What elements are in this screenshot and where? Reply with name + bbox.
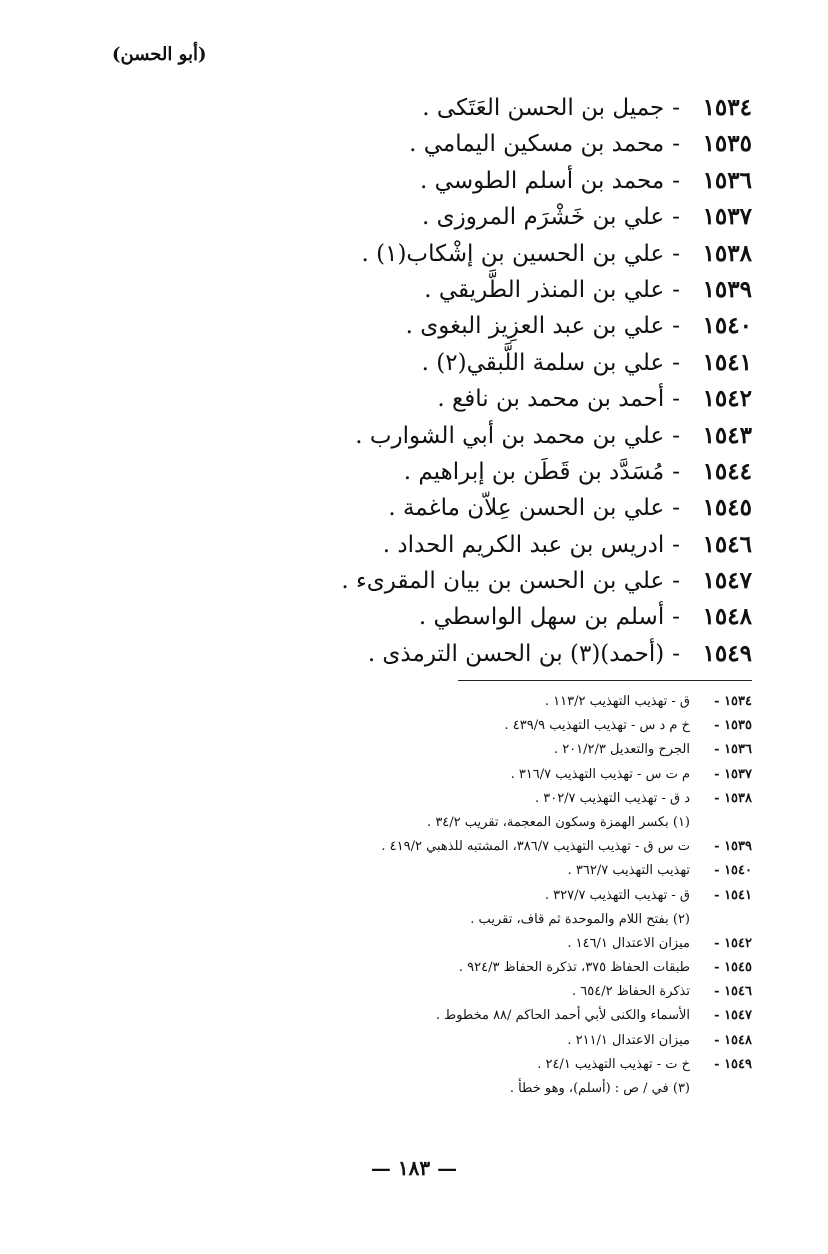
entry-number: ١٥٤٢	[702, 385, 752, 413]
entry-dash: -	[672, 640, 680, 667]
entry-number: ١٥٤٦	[702, 530, 752, 558]
footnote-row	[302, 932, 752, 956]
entry-row	[192, 381, 752, 417]
footnote-text: د ق - تهذيب التهذيب ٣٠٢/٧ .	[534, 790, 690, 806]
footnote-number: ١٥٣٤ -	[714, 694, 752, 709]
entry-name: علي بن محمد بن أبي الشوارب .	[355, 422, 665, 449]
entry-number: ١٥٤٤	[702, 457, 752, 485]
footnote-number: ١٥٣٨ -	[714, 790, 752, 806]
entry-number: ١٥٤٩	[702, 639, 752, 667]
footnote-text: ميزان الاعتدال ٢١١/١ .	[567, 1032, 690, 1048]
footnote-text: الجرح والتعديل ٢٠١/٢/٣ .	[553, 742, 690, 758]
footnote-text: ميزان الاعتدال ١٤٦/١ .	[567, 935, 690, 951]
entry-number: ١٥٣٦	[702, 166, 752, 194]
entry-number: ١٥٣٤	[702, 94, 752, 121]
entry-name: محمد بن مسكين اليمامي .	[409, 131, 665, 158]
entry-row	[192, 272, 752, 308]
entry-dash: -	[672, 422, 680, 449]
footnote-text: م ت س - تهذيب التهذيب ٣١٦/٧ .	[510, 766, 690, 782]
footnote-text: (٢) بفتح اللام والموحدة ثم قاف، تقريب .	[470, 911, 690, 927]
footnote-row	[302, 980, 752, 1004]
footnote-text: الأسماء والكنى لأبي أحمد الحاكم /٨٨ مخطوط .	[435, 1008, 690, 1024]
page-number: — ١٨٣ —	[370, 1156, 458, 1180]
footnote-text: (٣) في / ص : (أسلم)، وهو خطأ .	[509, 1081, 690, 1096]
entry-dash: -	[672, 167, 680, 194]
footnote-text: (١) بكسر الهمزة وسكون المعجمة، تقريب ٣٤/٢ .	[427, 814, 690, 830]
entry-name: مُسَدَّد بن قَطَن بن إبراهيم .	[403, 458, 665, 485]
entry-name: (أحمد)(٣) بن الحسن الترمذى .	[367, 640, 665, 667]
footnote-row	[302, 1029, 752, 1053]
footnote-text: خ م د س - تهذيب التهذيب ٤٣٩/٩ .	[504, 718, 690, 734]
footnote-number: ١٥٤٥ -	[714, 960, 752, 976]
entry-dash: -	[672, 458, 680, 485]
entry-name: علي بن سلمة اللَّبقي(٢) .	[421, 349, 665, 376]
footnote-separator	[458, 680, 752, 681]
footnote-number: ١٥٤٨ -	[714, 1032, 752, 1048]
entry-dash: -	[672, 276, 680, 303]
entry-row	[192, 126, 752, 162]
entry-number: ١٥٤٥	[702, 494, 752, 522]
entry-dash: -	[672, 349, 680, 376]
footnote-row	[302, 1053, 752, 1077]
entry-list	[192, 90, 752, 672]
entry-name: محمد بن أسلم الطوسي .	[420, 167, 665, 194]
entry-row	[192, 345, 752, 381]
entry-name: علي بن المنذر الطَّريقي .	[424, 276, 665, 303]
entry-number: ١٥٣٩	[702, 275, 752, 303]
entry-dash: -	[672, 95, 680, 121]
footnote-row	[302, 690, 752, 714]
entry-dash: -	[672, 531, 680, 558]
footnote-number: ١٥٤٦ -	[714, 984, 752, 1000]
entry-row	[192, 563, 752, 599]
footnote-number: ١٥٤٠ -	[714, 863, 752, 879]
footnote-row	[302, 714, 752, 738]
entry-row	[192, 599, 752, 635]
footnote-text: طبقات الحفاظ ٣٧٥، تذكرة الحفاظ ٩٢٤/٣ .	[458, 960, 690, 976]
footnote-number: ١٥٣٥ -	[714, 718, 752, 734]
entry-name: ادريس بن عبد الكريم الحداد .	[382, 531, 665, 558]
entry-name: جميل بن الحسن العَتَكى .	[422, 95, 665, 121]
entry-row	[192, 527, 752, 563]
footnote-text: ق - تهذيب التهذيب ٣٢٧/٧ .	[544, 887, 690, 903]
entry-row	[192, 199, 752, 235]
entry-name: علي بن خَشْرَم المروزى .	[421, 204, 665, 231]
footnote-row	[302, 956, 752, 980]
entry-row	[192, 308, 752, 344]
entry-number: ١٥٣٥	[702, 130, 752, 158]
footnote-text: ق - تهذيب التهذيب ١١٣/٢ .	[544, 694, 690, 709]
footnote-text: ت س ق - تهذيب التهذيب ٣٨٦/٧، المشتبه للذهبي ٤١٩/٢ .	[381, 839, 690, 855]
entry-name: علي بن الحسين بن إشْكاب(١) .	[361, 240, 665, 267]
footnote-row	[302, 1004, 752, 1028]
entry-number: ١٥٣٧	[702, 203, 752, 231]
entry-dash: -	[672, 131, 680, 158]
entry-number: ١٥٤٧	[702, 567, 752, 595]
footnote-remark	[302, 811, 752, 835]
footnote-row	[302, 738, 752, 762]
footnote-remark	[302, 908, 752, 932]
entry-row	[192, 454, 752, 490]
entry-row	[192, 490, 752, 526]
footnote-text: تهذيب التهذيب ٣٦٢/٧ .	[567, 863, 690, 879]
footnote-number: ١٥٤٢ -	[714, 935, 752, 951]
footnote-number: ١٥٤٩ -	[714, 1056, 752, 1072]
entry-dash: -	[672, 495, 680, 522]
entry-row	[192, 236, 752, 272]
footnote-row	[302, 787, 752, 811]
footnote-number: ١٥٤٧ -	[714, 1008, 752, 1024]
entry-number: ١٥٤٨	[702, 603, 752, 631]
entry-number: ١٥٤٠	[702, 312, 752, 340]
footnote-list	[302, 690, 752, 1101]
entry-row	[192, 90, 752, 126]
entry-name: علي بن عبد العزِيز البغوى .	[405, 313, 665, 340]
running-header: (أبو الحسن)	[112, 44, 207, 65]
entry-name: علي بن الحسن بن بيان المقرىء .	[341, 568, 665, 595]
entry-row	[192, 163, 752, 199]
footnote-row	[302, 859, 752, 883]
entry-name: أسلم بن سهل الواسطي .	[418, 604, 665, 631]
footnote-number: ١٥٤١ -	[714, 887, 752, 903]
footnote-text: تذكرة الحفاظ ٦٥٤/٢ .	[572, 984, 690, 1000]
footnote-number: ١٥٣٧ -	[714, 766, 752, 782]
entry-number: ١٥٤٣	[702, 421, 752, 449]
entry-number: ١٥٣٨	[702, 239, 752, 267]
entry-number: ١٥٤١	[702, 348, 752, 376]
entry-row	[192, 636, 752, 672]
entry-name: علي بن الحسن عِلاّن ماغمة .	[388, 495, 665, 522]
footnote-row	[302, 835, 752, 859]
footnote-text: خ ت - تهذيب التهذيب ٢٤/١ .	[537, 1056, 690, 1072]
entry-dash: -	[672, 604, 680, 631]
footnote-row	[302, 884, 752, 908]
entry-name: أحمد بن محمد بن نافع .	[437, 386, 665, 413]
entry-row	[192, 418, 752, 454]
footnote-number: ١٥٣٦ -	[714, 742, 752, 758]
footnote-row	[302, 763, 752, 787]
footnote-number: ١٥٣٩ -	[714, 839, 752, 855]
entry-dash: -	[672, 240, 680, 267]
footnote-remark	[302, 1077, 752, 1101]
entry-dash: -	[672, 386, 680, 413]
entry-dash: -	[672, 568, 680, 595]
entry-dash: -	[672, 204, 680, 231]
entry-dash: -	[672, 313, 680, 340]
